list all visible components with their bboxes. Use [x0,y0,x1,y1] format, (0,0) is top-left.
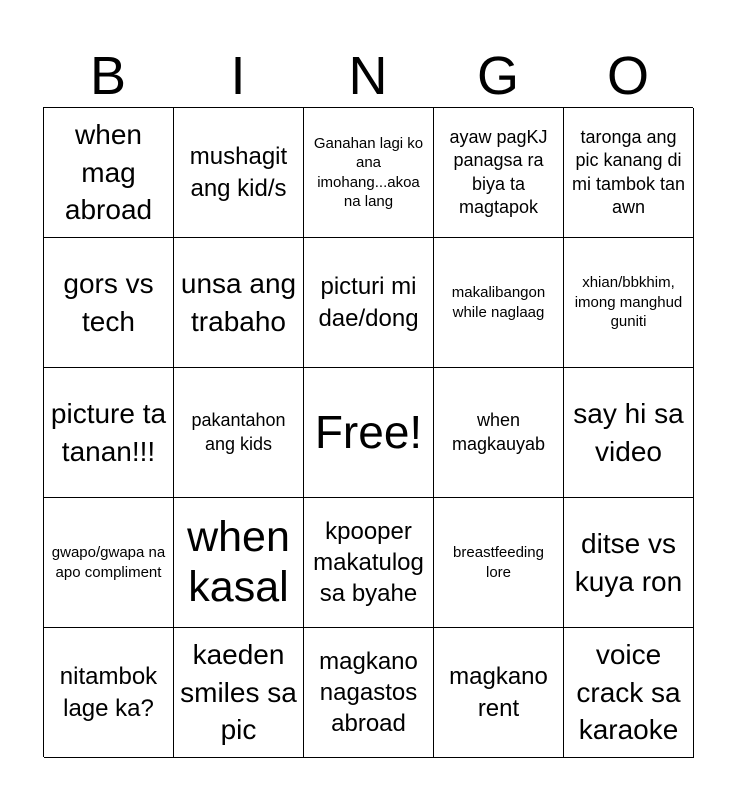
cell-text: say hi sa video [573,397,684,467]
bingo-cell-r1-c2[interactable] [174,108,304,238]
bingo-cell-r2-c2[interactable] [174,238,304,368]
cell-text: kpooper makatulog sa byahe [313,517,424,608]
cell-text: xhian/bbkhim, imong manghud guniti [574,274,683,331]
cell-text: when kasal [187,513,290,611]
bingo-cell-r1-c5[interactable] [564,108,694,238]
bingo-cell-r3-c5[interactable] [564,368,694,498]
bingo-cell-r4-c5[interactable] [564,498,694,628]
bingo-cell-r1-c1[interactable] [44,108,174,238]
cell-text: when magkauyab [451,410,546,454]
cell-text: when mag abroad [64,118,153,226]
cell-text: picturi mi dae/dong [318,273,419,332]
free-space-text: Free! [314,406,423,459]
cell-text: mushagit ang kid/s [189,143,288,202]
bingo-cell-r5-c2[interactable] [174,628,304,758]
bingo-cell-r4-c1[interactable] [44,498,174,628]
bingo-cell-r2-c4[interactable] [434,238,564,368]
cell-text: Ganahan lagi ko ana imohang...akoa na lang [313,134,424,210]
free-space-cell[interactable] [304,368,434,498]
bingo-cell-r4-c2[interactable] [174,498,304,628]
header-letter-n: N [348,46,388,106]
cell-text: magkano nagastos abroad [319,647,418,738]
header-letter-b: B [89,46,127,106]
bingo-cell-r2-c5[interactable] [564,238,694,368]
cell-text: breastfeeding lore [453,544,544,581]
bingo-cell-r1-c3[interactable] [304,108,434,238]
bingo-cell-r3-c2[interactable] [174,368,304,498]
cell-text: gors vs tech [63,267,154,337]
cell-text: pakantahon ang kids [191,410,286,454]
bingo-cell-r1-c4[interactable] [434,108,564,238]
cell-text: makalibangon while naglaag [451,284,546,321]
bingo-cell-r5-c1[interactable] [44,628,174,758]
bingo-cell-r2-c1[interactable] [44,238,174,368]
bingo-cell-r5-c3[interactable] [304,628,434,758]
cell-text: unsa ang trabaho [180,267,297,337]
bingo-cell-r4-c4[interactable] [434,498,564,628]
cell-text: kaeden smiles sa pic [180,638,297,746]
bingo-cell-r3-c4[interactable] [434,368,564,498]
cell-text: taronga ang pic kanang di mi tambok tan awn [571,126,686,217]
bingo-cell-r5-c5[interactable] [564,628,694,758]
bingo-board [43,107,693,757]
bingo-cell-r4-c3[interactable] [304,498,434,628]
header-letter-o: O [606,46,649,106]
bingo-cell-r5-c4[interactable] [434,628,564,758]
cell-text: gwapo/gwapa na apo compliment [51,544,166,581]
cell-text: ditse vs kuya ron [574,527,683,597]
cell-text: picture ta tanan!!! [50,397,167,467]
bingo-cell-r3-c1[interactable] [44,368,174,498]
bingo-header [43,44,693,108]
bingo-cell-r2-c3[interactable] [304,238,434,368]
cell-text: nitambok lage ka? [59,663,158,722]
cell-text: magkano rent [449,663,548,722]
cell-text: ayaw pagKJ panagsa ra biya ta magtapok [449,126,548,217]
header-letter-i: I [230,46,246,106]
cell-text: voice crack sa karaoke [576,638,681,746]
header-letter-g: G [476,46,519,106]
